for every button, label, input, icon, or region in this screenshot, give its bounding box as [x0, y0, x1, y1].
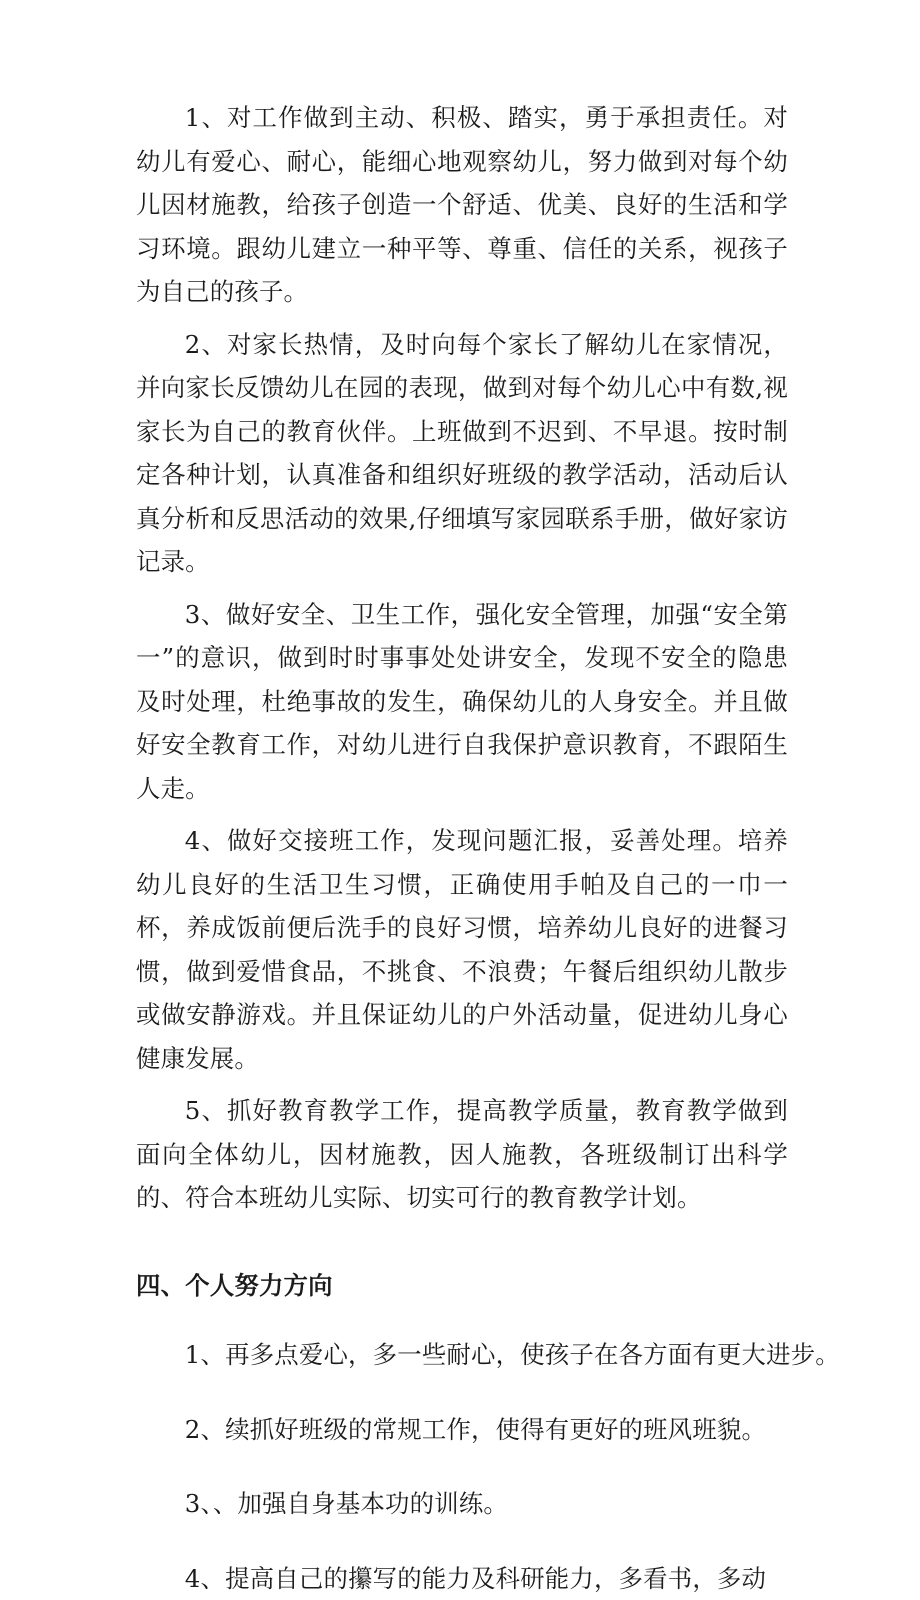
effort-item-2: 2、续抓好班级的常规工作，使得有更好的班风班貌。 — [136, 1408, 788, 1452]
section-heading-personal-efforts: 四、个人努力方向 — [136, 1264, 788, 1308]
paragraph-duty-1: 1、对工作做到主动、积极、踏实，勇于承担责任。对幼儿有爱心、耐心，能细心地观察幼儿，努力做到对每个幼儿因材施教，给孩子创造一个舒适、优美、良好的生活和学习环境。跟幼儿建立一种平等、尊重、信任的关系，视孩子为自己的孩子。 — [136, 96, 788, 314]
paragraph-duty-3: 3、做好安全、卫生工作，强化安全管理，加强“安全第一”的意识，做到时时事事处处讲安全，发现不安全的隐患及时处理，杜绝事故的发生，确保幼儿的人身安全。并且做好安全教育工作，对幼儿进行自我保护意识教育，不跟陌生人走。 — [136, 593, 788, 811]
document-body — [136, 96, 788, 1600]
paragraph-duty-4: 4、做好交接班工作，发现问题汇报，妥善处理。培养幼儿良好的生活卫生习惯，正确使用手帕及自己的一巾一杯，养成饭前便后洗手的良好习惯，培养幼儿良好的进餐习惯，做到爱惜食品，不挑食、不浪费；午餐后组织幼儿散步或做安静游戏。并且保证幼儿的户外活动量，促进幼儿身心健康发展。 — [136, 819, 788, 1080]
effort-item-3: 3、、加强自身基本功的训练。 — [136, 1482, 788, 1526]
paragraph-duty-2: 2、对家长热情，及时向每个家长了解幼儿在家情况，并向家长反馈幼儿在园的表现，做到对每个幼儿心中有数,视家长为自己的教育伙伴。上班做到不迟到、不早退。按时制定各种计划，认真准备和组织好班级的教学活动，活动后认真分析和反思活动的效果,仔细填写家园联系手册，做好家访记录。 — [136, 323, 788, 584]
effort-item-1: 1、再多点爱心，多一些耐心，使孩子在各方面有更大进步。 — [136, 1333, 788, 1377]
paragraph-duty-5: 5、抓好教育教学工作，提高教学质量，教育教学做到面向全体幼儿，因材施教，因人施教，各班级制订出科学的、符合本班幼儿实际、切实可行的教育教学计划。 — [136, 1089, 788, 1220]
effort-item-4: 4、提高自己的攥写的能力及科研能力，多看书，多动 — [136, 1557, 788, 1600]
